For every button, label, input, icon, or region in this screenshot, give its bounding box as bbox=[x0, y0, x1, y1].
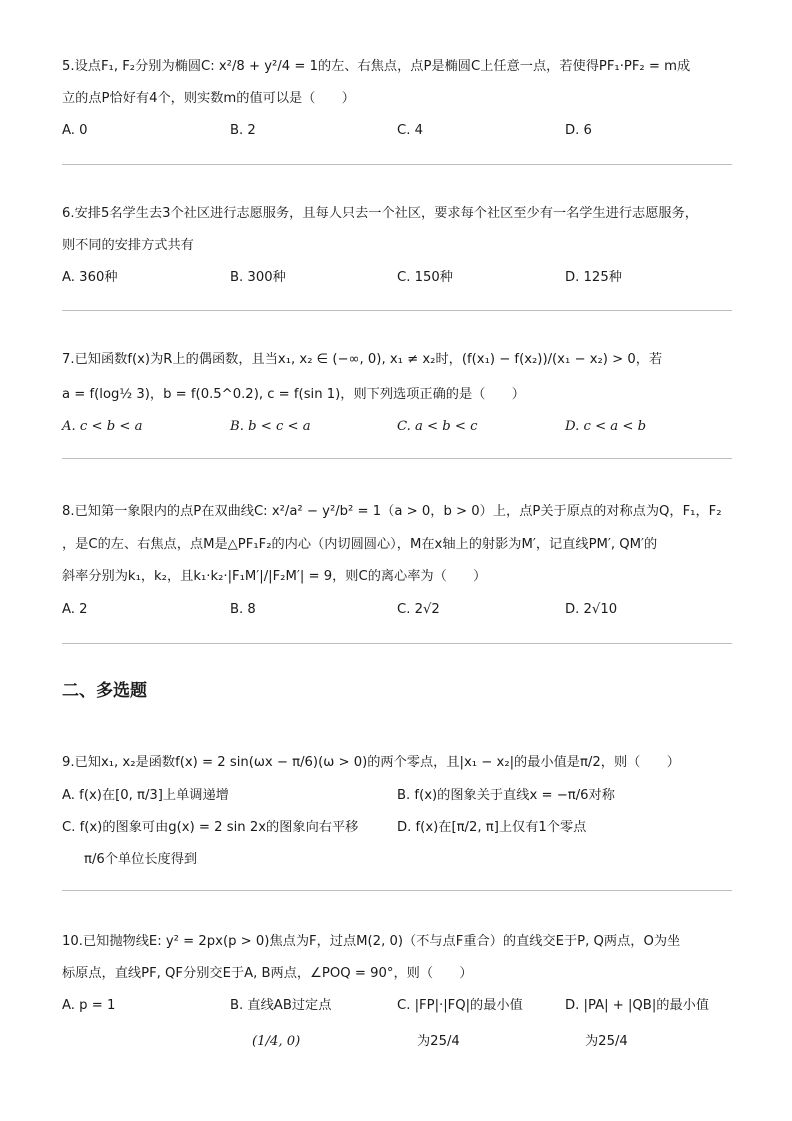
q8-stem-line2: ，是C的左、右焦点，点M是△PF₁F₂的内心（内切圆圆心），M在x轴上的射影为M′，记直线PM′, QM′的 bbox=[62, 537, 658, 552]
q8-option-b[interactable]: B. 8 bbox=[230, 602, 256, 617]
q7-option-b[interactable]: B. b < c < a bbox=[230, 419, 311, 434]
q8-stem-line1: 8.已知第一象限内的点P在双曲线C: x²/a² − y²/b² = 1（a > 0，b > 0）上，点P关于原点的对称点为Q，F₁，F₂ bbox=[62, 504, 722, 519]
divider bbox=[62, 890, 732, 891]
q9-option-c-continued: π/6个单位长度得到 bbox=[84, 852, 198, 867]
q5-option-d[interactable]: D. 6 bbox=[565, 123, 592, 138]
q10-option-d[interactable]: D. |PA| + |QB|的最小值 bbox=[565, 998, 710, 1013]
q6-option-a[interactable]: A. 360种 bbox=[62, 270, 118, 285]
q5-stem-line2: 立的点P恰好有4个，则实数m的值可以是（ ） bbox=[62, 91, 355, 106]
q9-stem-line1: 9.已知x₁, x₂是函数f(x) = 2 sin(ωx − π/6)(ω > 0)的两个零点，且|x₁ − x₂|的最小值是π/2，则（ ） bbox=[62, 755, 680, 770]
q9-option-c[interactable]: C. f(x)的图象可由g(x) = 2 sin 2x的图象向右平移 bbox=[62, 820, 359, 835]
q7-option-d[interactable]: D. c < a < b bbox=[565, 419, 647, 434]
q10-option-a[interactable]: A. p = 1 bbox=[62, 998, 116, 1013]
q10-option-c-continued: 为25/4 bbox=[417, 1034, 460, 1049]
q10-option-c[interactable]: C. |FP|·|FQ|的最小值 bbox=[397, 998, 523, 1013]
q5-option-a[interactable]: A. 0 bbox=[62, 123, 88, 138]
q10-stem-line2: 标原点，直线PF, QF分别交E于A, B两点，∠POQ = 90°，则（ ） bbox=[62, 966, 473, 981]
q6-option-d[interactable]: D. 125种 bbox=[565, 270, 622, 285]
q10-option-b-continued: (1/4, 0) bbox=[252, 1034, 301, 1049]
divider bbox=[62, 458, 732, 459]
q6-stem-line2: 则不同的安排方式共有 bbox=[62, 238, 194, 253]
q8-stem-line3: 斜率分别为k₁，k₂，且k₁·k₂·|F₁M′|/|F₂M′| = 9，则C的离心率为（ ） bbox=[62, 569, 487, 584]
q7-option-a[interactable]: A. c < b < a bbox=[62, 419, 143, 434]
q5-option-c[interactable]: C. 4 bbox=[397, 123, 423, 138]
q9-option-a[interactable]: A. f(x)在[0, π/3]上单调递增 bbox=[62, 788, 229, 803]
q7-option-c[interactable]: C. a < b < c bbox=[397, 419, 478, 434]
q8-option-a[interactable]: A. 2 bbox=[62, 602, 88, 617]
divider bbox=[62, 643, 732, 644]
q10-stem-line1: 10.已知抛物线E: y² = 2px(p > 0)焦点为F，过点M(2, 0)（不与点F重合）的直线交E于P, Q两点，O为坐 bbox=[62, 934, 681, 949]
divider bbox=[62, 310, 732, 311]
q8-option-d[interactable]: D. 2√10 bbox=[565, 602, 618, 617]
q8-option-c[interactable]: C. 2√2 bbox=[397, 602, 440, 617]
q5-option-b[interactable]: B. 2 bbox=[230, 123, 256, 138]
q10-option-d-continued: 为25/4 bbox=[585, 1034, 628, 1049]
q9-option-d[interactable]: D. f(x)在[π/2, π]上仅有1个零点 bbox=[397, 820, 587, 835]
section-heading: 二、多选题 bbox=[62, 681, 147, 701]
q6-stem-line1: 6.安排5名学生去3个社区进行志愿服务，且每人只去一个社区，要求每个社区至少有一名学生进行志愿服务， bbox=[62, 206, 698, 221]
q9-option-b[interactable]: B. f(x)的图象关于直线x = −π/6对称 bbox=[397, 788, 615, 803]
q6-option-c[interactable]: C. 150种 bbox=[397, 270, 453, 285]
q7-stem-line2: a = f(log½ 3)，b = f(0.5^0.2), c = f(sin 1)，则下列选项正确的是（ ） bbox=[62, 387, 525, 402]
divider bbox=[62, 164, 732, 165]
q10-option-b[interactable]: B. 直线AB过定点 bbox=[230, 998, 332, 1013]
q5-stem-line1: 5.设点F₁, F₂分别为椭圆C: x²/8 + y²/4 = 1的左、右焦点，点P是椭圆C上任意一点，若使得PF₁·PF₂ = m成 bbox=[62, 59, 691, 74]
q7-stem-line1: 7.已知函数f(x)为R上的偶函数，且当x₁, x₂ ∈ (−∞, 0), x₁ ≠ x₂时，(f(x₁) − f(x₂))/(x₁ − x₂) > 0，若 bbox=[62, 352, 663, 367]
q6-option-b[interactable]: B. 300种 bbox=[230, 270, 286, 285]
